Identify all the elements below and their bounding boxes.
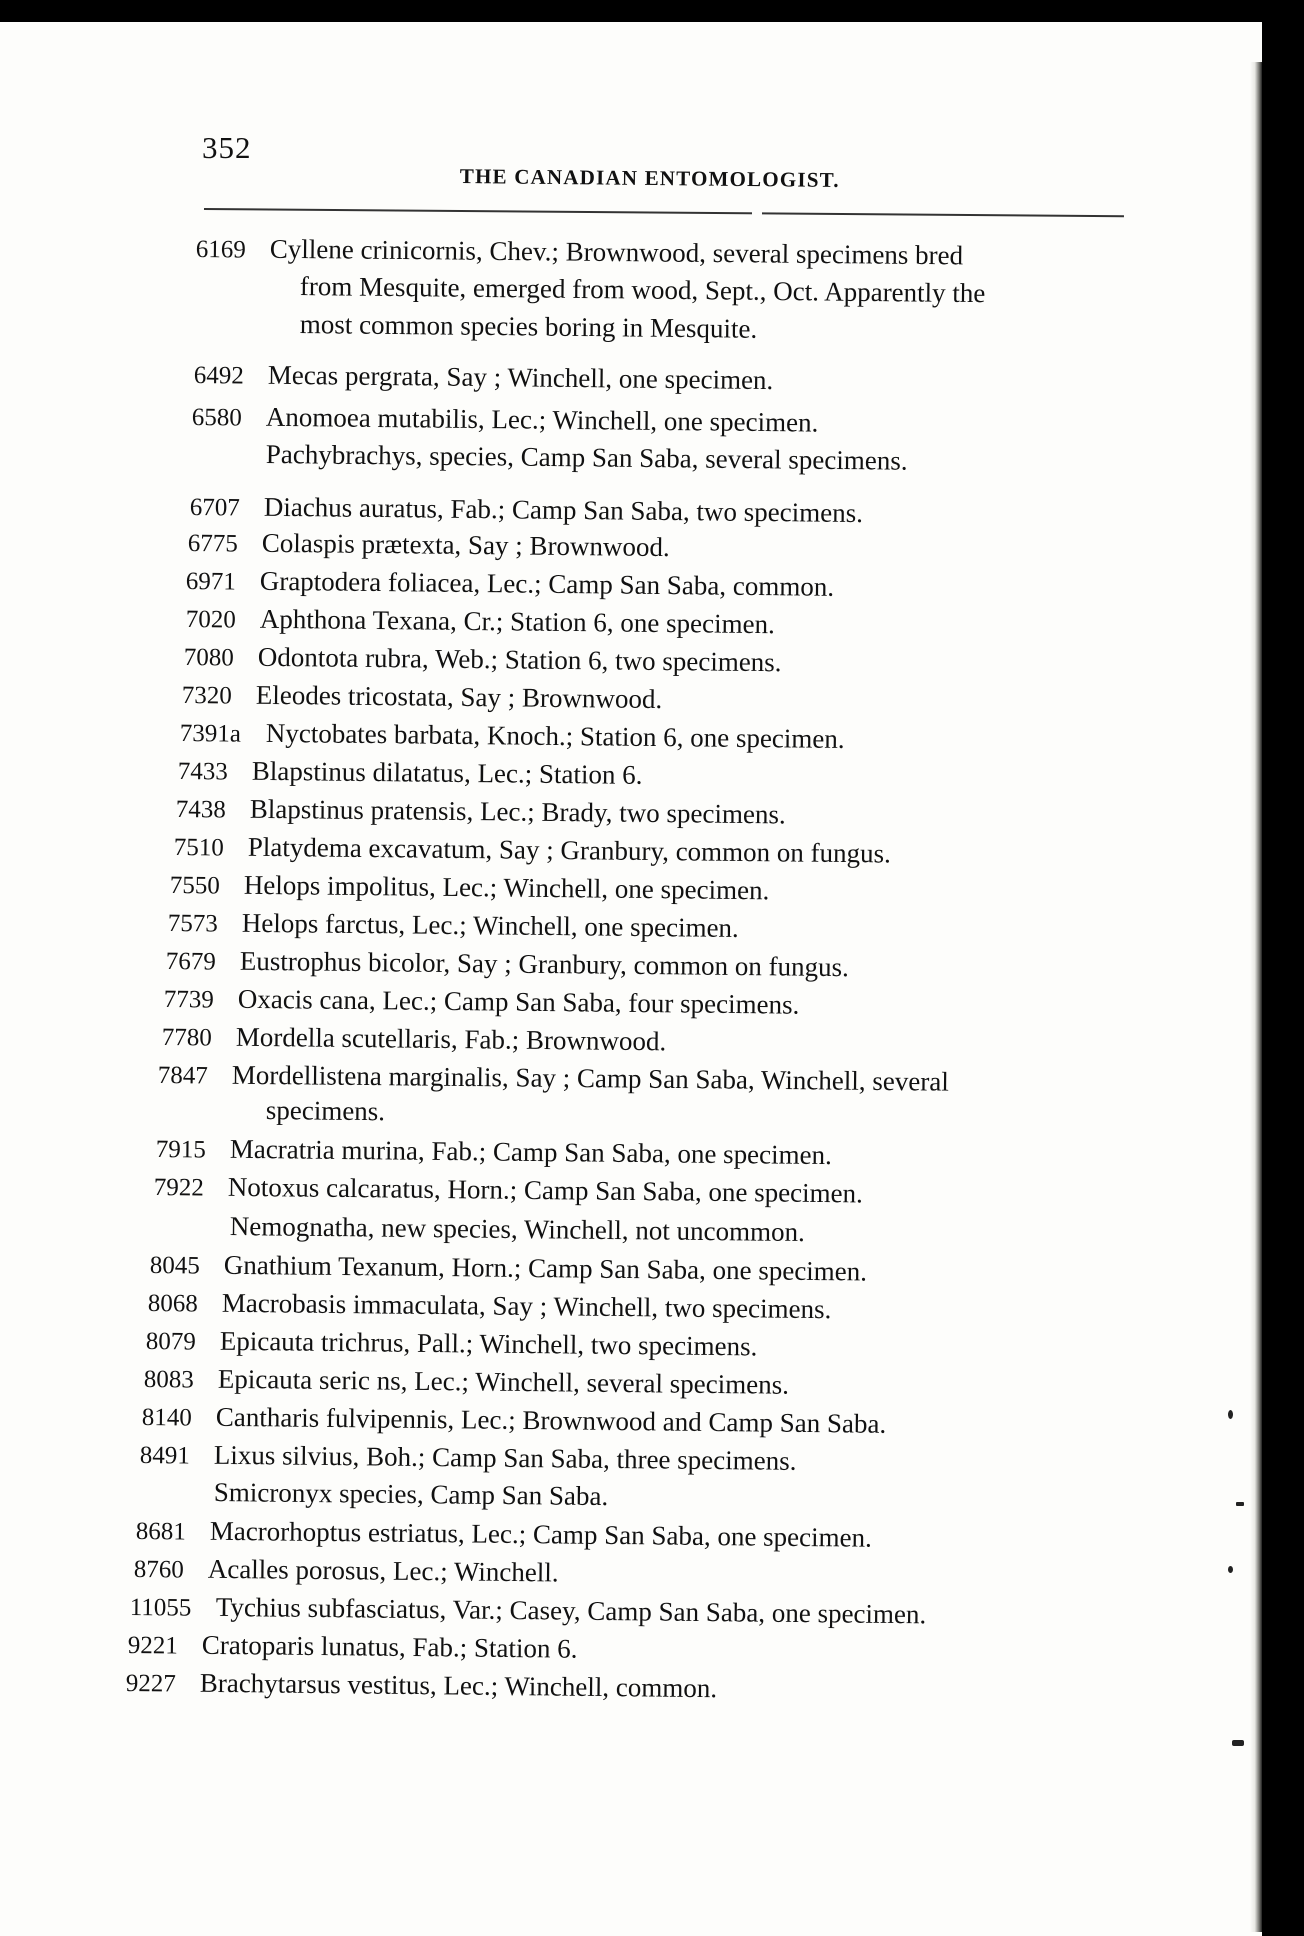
catalogue-number: 11055 xyxy=(129,1593,192,1622)
species-text: Acalles porosus, Lec.; Winchell. xyxy=(207,1553,559,1588)
catalogue-number: 8681 xyxy=(135,1517,186,1546)
catalogue-number: 7391a xyxy=(179,719,242,748)
species-text: Notoxus calcaratus, Horn.; Camp San Saba, one specimen. xyxy=(227,1171,864,1209)
ink-speck xyxy=(1236,1502,1244,1506)
list-item xyxy=(194,356,774,400)
list-item xyxy=(126,1664,718,1708)
catalogue-number: 7320 xyxy=(181,681,232,710)
species-text: Helops farctus, Lec.; Winchell, one specimen. xyxy=(241,907,739,943)
page-number: 352 xyxy=(202,130,252,165)
catalogue-number: 8079 xyxy=(145,1327,196,1356)
catalogue-number: 8760 xyxy=(133,1555,184,1584)
species-text: Aphthona Texana, Cr.; Station 6, one specimen. xyxy=(259,603,775,640)
species-list xyxy=(0,22,1262,1936)
species-text: Pachybrachys, species, Camp San Saba, several specimens. xyxy=(265,438,908,476)
list-item xyxy=(178,752,643,795)
species-text: Mordellistena marginalis, Say ; Camp San Saba, Winchell, several xyxy=(231,1059,949,1097)
catalogue-number: 6707 xyxy=(189,493,240,522)
species-text: Cantharis fulvipennis, Lec.; Brownwood and Camp San Saba. xyxy=(215,1401,887,1439)
list-item xyxy=(184,638,782,682)
catalogue-number: 7922 xyxy=(153,1173,204,1202)
species-text: Lixus silvius, Boh.; Camp San Saba, three specimens. xyxy=(213,1439,797,1476)
species-text: Platydema excavatum, Say ; Granbury, common on fungus. xyxy=(247,831,892,869)
continuation-line: specimens. xyxy=(265,1094,386,1127)
species-text: Eleodes tricostata, Say ; Brownwood. xyxy=(255,679,663,715)
catalogue-number: 7510 xyxy=(173,833,224,862)
species-text: Odontota rubra, Web.; Station 6, two specimens. xyxy=(257,641,782,678)
catalogue-number: 7739 xyxy=(163,985,214,1014)
species-text: Smicronyx species, Camp San Saba. xyxy=(213,1476,609,1512)
running-title: THE CANADIAN ENTOMOLOGIST. xyxy=(459,164,840,192)
list-item xyxy=(176,790,786,834)
catalogue-number: 7433 xyxy=(177,757,228,786)
catalogue-number: 8045 xyxy=(149,1251,200,1280)
list-item xyxy=(230,1208,805,1250)
scanned-page xyxy=(0,22,1262,1936)
catalogue-number: 7915 xyxy=(155,1135,206,1164)
list-item xyxy=(162,1018,667,1061)
list-item xyxy=(188,524,670,567)
catalogue-number: 6971 xyxy=(185,567,236,596)
species-text: Macrobasis immaculata, Say ; Winchell, two specimens. xyxy=(221,1287,832,1325)
list-item xyxy=(214,1474,609,1514)
species-text: Macratria murina, Fab.; Camp San Saba, one specimen. xyxy=(229,1133,833,1171)
species-text: Macrorhoptus estriatus, Lec.; Camp San Saba, one specimen. xyxy=(209,1515,873,1553)
catalogue-number: 9227 xyxy=(125,1669,176,1698)
species-text: Tychius subfasciatus, Var.; Casey, Camp San Saba, one specimen. xyxy=(215,1591,927,1630)
species-text: Colaspis prætexta, Say ; Brownwood. xyxy=(261,527,670,563)
species-text: Gnathium Texanum, Horn.; Camp San Saba, one specimen. xyxy=(223,1249,868,1287)
species-text: Nemognatha, new species, Winchell, not uncommon. xyxy=(229,1210,805,1248)
species-text: Blapstinus dilatatus, Lec.; Station 6. xyxy=(251,755,643,790)
catalogue-number: 7020 xyxy=(185,605,236,634)
catalogue-number: 8083 xyxy=(143,1365,194,1394)
ink-speck xyxy=(1232,1740,1244,1746)
catalogue-number: 7573 xyxy=(167,909,218,938)
continuation-line: from Mesquite, emerged from wood, Sept., Oct. Apparently the xyxy=(299,270,986,309)
species-text: Eustrophus bicolor, Say ; Granbury, common on fungus. xyxy=(239,945,850,983)
list-item xyxy=(134,1550,559,1592)
species-text: Helops impolitus, Lec.; Winchell, one specimen. xyxy=(243,869,770,906)
species-text: Nyctobates barbata, Knoch.; Station 6, one specimen. xyxy=(265,717,845,754)
catalogue-number: 6492 xyxy=(193,361,244,390)
list-item xyxy=(168,904,739,948)
catalogue-number: 8491 xyxy=(139,1441,190,1470)
list-item xyxy=(154,1168,863,1213)
list-item xyxy=(170,866,770,910)
catalogue-number: 8140 xyxy=(141,1403,192,1432)
catalogue-number: 7847 xyxy=(157,1061,208,1090)
catalogue-number: 9221 xyxy=(127,1631,178,1660)
list-item xyxy=(182,676,663,719)
catalogue-number: 7679 xyxy=(165,947,216,976)
continuation-line: most common species boring in Mesquite. xyxy=(299,308,758,344)
catalogue-number: 7080 xyxy=(183,643,234,672)
ink-speck xyxy=(1228,1566,1233,1573)
species-text: Oxacis cana, Lec.; Camp San Saba, four specimens. xyxy=(237,983,800,1020)
species-text: Brachytarsus vestitus, Lec.; Winchell, common. xyxy=(199,1667,718,1704)
species-text: Mecas pergrata, Say ; Winchell, one specimen. xyxy=(267,359,774,396)
species-text: Epicauta trichrus, Pall.; Winchell, two specimens. xyxy=(219,1325,758,1362)
species-text: Diachus auratus, Fab.; Camp San Saba, two specimens. xyxy=(263,491,864,529)
catalogue-number: 8068 xyxy=(147,1289,198,1318)
list-item xyxy=(186,600,775,644)
ink-speck xyxy=(1228,1410,1233,1419)
catalogue-number: 6580 xyxy=(191,403,242,432)
species-text: Anomoea mutabilis, Lec.; Winchell, one specimen. xyxy=(265,401,819,438)
catalogue-number: 7438 xyxy=(175,795,226,824)
list-item xyxy=(266,436,908,479)
catalogue-number: 6775 xyxy=(187,529,238,558)
list-item xyxy=(164,980,800,1025)
list-item xyxy=(146,1322,758,1366)
catalogue-number: 7550 xyxy=(169,871,220,900)
species-text: Mordella scutellaris, Fab.; Brownwood. xyxy=(235,1021,667,1057)
catalogue-number: 7780 xyxy=(161,1023,212,1052)
list-item xyxy=(128,1626,578,1669)
species-text: Epicauta seric ns, Lec.; Winchell, several specimens. xyxy=(217,1363,790,1400)
catalogue-number: 6169 xyxy=(195,235,246,264)
species-text: Graptodera foliacea, Lec.; Camp San Saba, common. xyxy=(259,565,835,602)
species-text: Cratoparis lunatus, Fab.; Station 6. xyxy=(201,1629,578,1664)
species-text: Blapstinus pratensis, Lec.; Brady, two specimens. xyxy=(249,793,786,830)
species-text: Cyllene crinicornis, Chev.; Brownwood, several specimens bred xyxy=(269,233,964,271)
